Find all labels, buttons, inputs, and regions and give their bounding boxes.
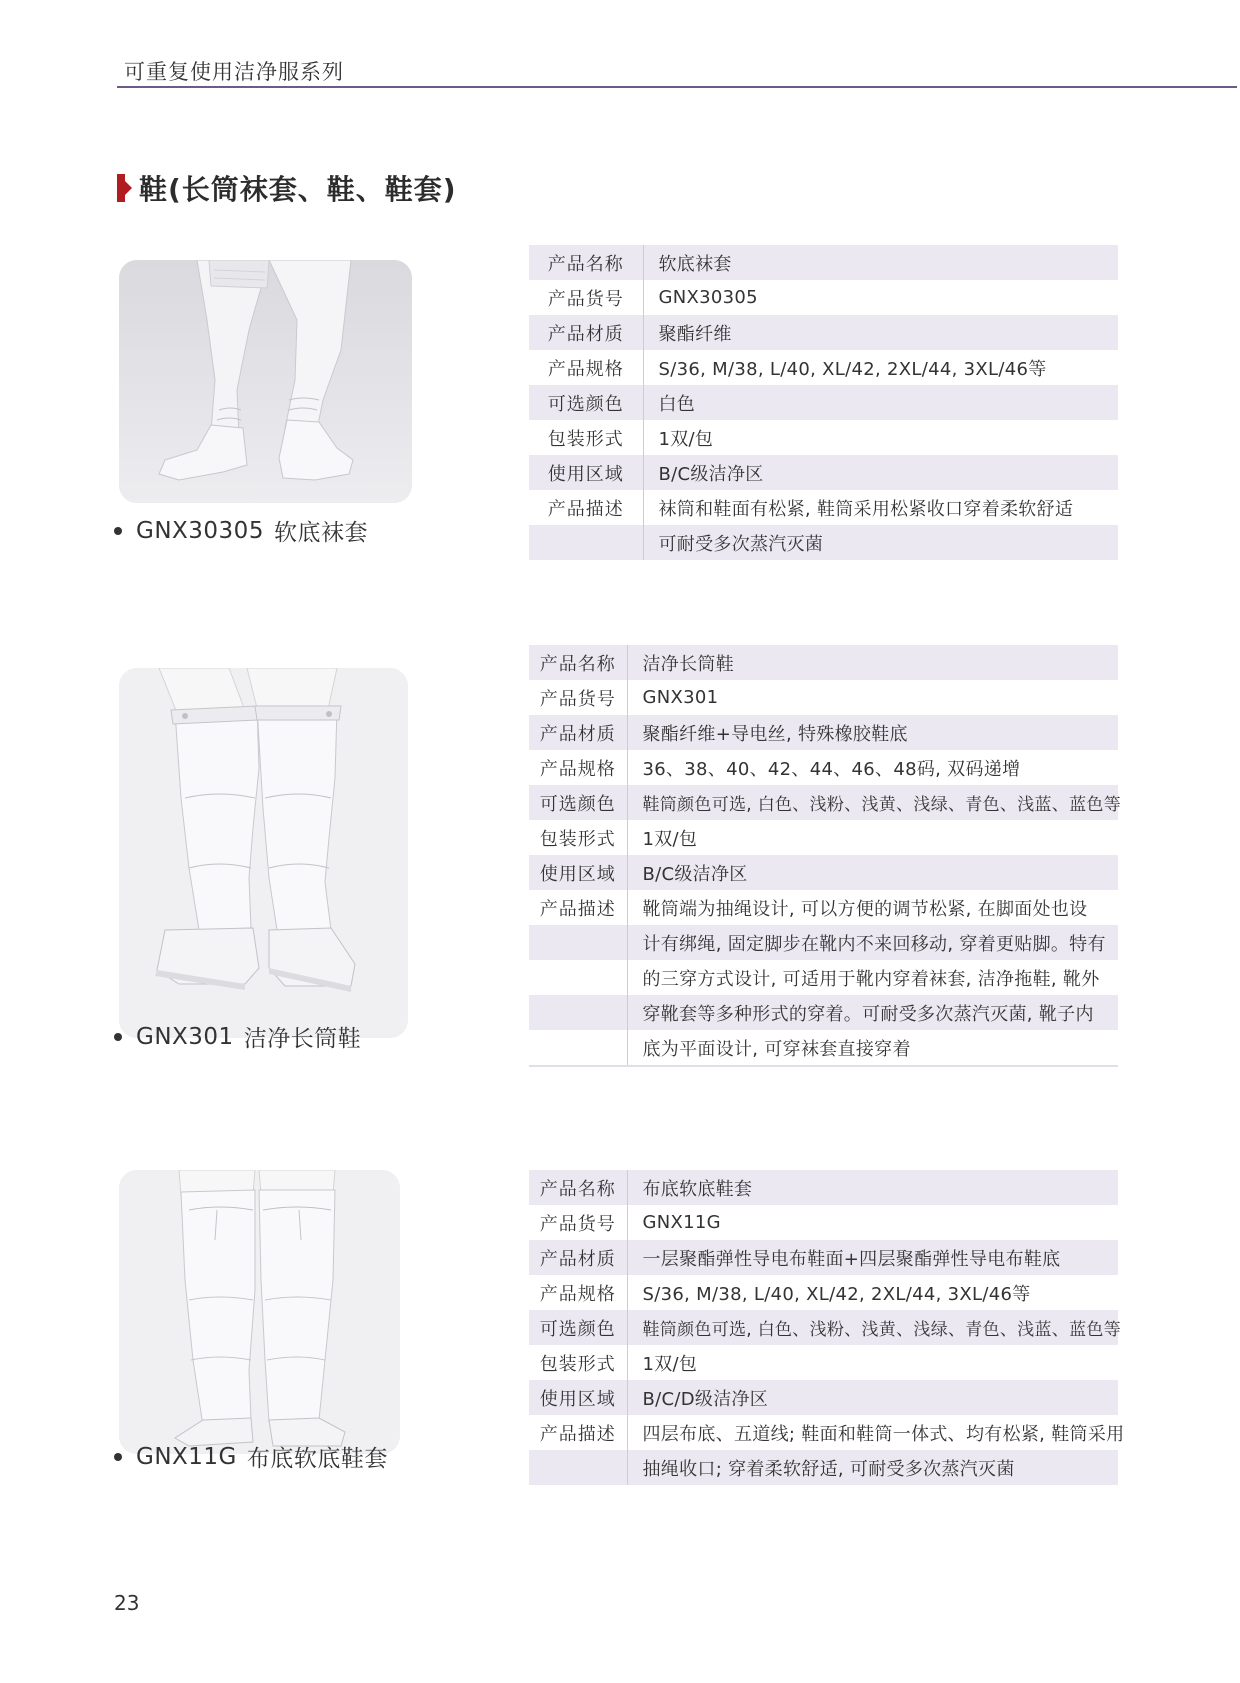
running-header-title: 可重复使用洁净服系列 [124, 60, 344, 84]
spec-value: 穿靴套等多种形式的穿着。可耐受多次蒸汽灭菌, 靴子内 [627, 995, 1118, 1030]
product-photo-gnx301 [119, 668, 408, 1038]
spec-label: 产品材质 [529, 715, 627, 750]
spec-row [529, 1240, 1118, 1275]
spec-row [529, 1415, 1118, 1450]
spec-value: 软底袜套 [643, 245, 1118, 280]
spec-label: 产品描述 [529, 490, 643, 525]
spec-value: GNX30305 [658, 287, 758, 308]
spec-row [529, 420, 1118, 455]
caption-code: GNX301 [136, 1023, 234, 1050]
spec-label: 可选颜色 [529, 1310, 627, 1345]
spec-value: B/C级洁净区 [643, 455, 1118, 490]
section-heading [117, 168, 457, 208]
spec-label: 可选颜色 [529, 785, 627, 820]
spec-value: 计有绑绳, 固定脚步在靴内不来回移动, 穿着更贴脚。特有 [627, 925, 1118, 960]
spec-value: S/36, M/38, L/40, XL/42, 2XL/44, 3XL/46等 [642, 1283, 1031, 1305]
spec-row [529, 1030, 1118, 1066]
spec-value: 抽绳收口; 穿着柔软舒适, 可耐受多次蒸汽灭菌 [627, 1450, 1118, 1485]
spec-row [529, 525, 1118, 560]
spec-label: 产品名称 [529, 645, 627, 680]
spec-label: 包装形式 [529, 420, 643, 455]
cleanroom-boot-illustration [119, 668, 408, 1038]
spec-value: 36、38、40、42、44、46、48码, 双码递增 [642, 758, 1021, 780]
spec-label [529, 925, 627, 960]
spec-row [529, 315, 1118, 350]
spec-label: 产品材质 [529, 315, 643, 350]
header-divider [117, 86, 1237, 88]
spec-value: 鞋筒颜色可选, 白色、浅粉、浅黄、浅绿、青色、浅蓝、蓝色等 [627, 1310, 1118, 1345]
spec-row [529, 890, 1118, 925]
spec-label: 产品描述 [529, 890, 627, 925]
spec-label [529, 995, 627, 1030]
shoe-cover-illustration [119, 1170, 400, 1454]
spec-row [529, 455, 1118, 490]
bullet-dot-icon [114, 1033, 122, 1041]
spec-label: 包装形式 [529, 1345, 627, 1380]
spec-row [529, 925, 1118, 960]
spec-value: GNX11G [642, 1212, 721, 1233]
spec-label: 产品规格 [529, 1275, 627, 1310]
spec-row [529, 280, 1118, 315]
spec-label: 产品名称 [529, 1170, 627, 1205]
product-photo-gnx30305 [119, 260, 412, 503]
spec-value: 1双/包 [642, 828, 698, 850]
spec-row [529, 680, 1118, 715]
product-caption-gnx301 [114, 1020, 361, 1053]
spec-row [529, 350, 1118, 385]
bullet-dot-icon [114, 1453, 122, 1461]
sock-cover-illustration [119, 260, 412, 503]
spec-row [529, 855, 1118, 890]
spec-label: 产品规格 [529, 750, 627, 785]
spec-row [529, 750, 1118, 785]
spec-row [529, 715, 1118, 750]
spec-label [529, 1030, 627, 1066]
spec-row [529, 785, 1118, 820]
spec-value: 1双/包 [642, 1353, 698, 1375]
spec-row [529, 1450, 1118, 1485]
caption-code: GNX11G [136, 1443, 237, 1470]
bullet-dot-icon [114, 527, 122, 535]
caption-code: GNX30305 [136, 517, 264, 544]
spec-value: 聚酯纤维+导电丝, 特殊橡胶鞋底 [627, 715, 1118, 750]
spec-row [529, 385, 1118, 420]
spec-value: B/C/D级洁净区 [627, 1380, 1118, 1415]
product-caption-gnx30305 [114, 514, 368, 547]
spec-row [529, 1380, 1118, 1415]
spec-value: 的三穿方式设计, 可适用于靴内穿着袜套, 洁净拖鞋, 靴外 [642, 968, 1100, 990]
spec-label: 产品材质 [529, 1240, 627, 1275]
spec-row [529, 490, 1118, 525]
product-photo-gnx11g [119, 1170, 400, 1454]
spec-row [529, 645, 1118, 680]
spec-row [529, 1310, 1118, 1345]
spec-label: 产品货号 [529, 680, 627, 715]
spec-value: 四层布底、五道线; 鞋面和鞋筒一体式、均有松紧, 鞋筒采用 [642, 1423, 1125, 1445]
product-caption-gnx11g [114, 1440, 388, 1473]
spec-table-gnx30305 [529, 245, 1118, 560]
spec-label: 使用区域 [529, 455, 643, 490]
spec-value: 袜筒和鞋面有松紧, 鞋筒采用松紧收口穿着柔软舒适 [658, 498, 1074, 520]
spec-row [529, 820, 1118, 855]
spec-row [529, 1275, 1118, 1310]
spec-value: 聚酯纤维 [643, 315, 1118, 350]
spec-row [529, 1170, 1118, 1205]
spec-label: 使用区域 [529, 1380, 627, 1415]
spec-label: 使用区域 [529, 855, 627, 890]
spec-label [529, 1450, 627, 1485]
spec-label: 产品描述 [529, 1415, 627, 1450]
spec-value: 白色 [643, 385, 1118, 420]
spec-label: 可选颜色 [529, 385, 643, 420]
spec-label: 产品名称 [529, 245, 643, 280]
spec-value: 底为平面设计, 可穿袜套直接穿着 [642, 1038, 911, 1060]
spec-value: B/C级洁净区 [627, 855, 1118, 890]
spec-value: S/36, M/38, L/40, XL/42, 2XL/44, 3XL/46等 [658, 358, 1047, 380]
spec-label: 产品规格 [529, 350, 643, 385]
section-marker-icon [117, 173, 133, 203]
spec-value: 一层聚酯弹性导电布鞋面+四层聚酯弹性导电布鞋底 [627, 1240, 1118, 1275]
spec-row [529, 245, 1118, 280]
spec-label [529, 960, 627, 995]
spec-value: 鞋筒颜色可选, 白色、浅粉、浅黄、浅绿、青色、浅蓝、蓝色等 [627, 785, 1118, 820]
spec-label: 产品货号 [529, 1205, 627, 1240]
spec-value: 布底软底鞋套 [627, 1170, 1118, 1205]
spec-value: 可耐受多次蒸汽灭菌 [643, 525, 1118, 560]
section-title: 鞋(长筒袜套、鞋、鞋套) [139, 173, 457, 206]
spec-value: 靴筒端为抽绳设计, 可以方便的调节松紧, 在脚面处也设 [642, 898, 1088, 920]
spec-value: 洁净长筒鞋 [627, 645, 1118, 680]
page-number: 23 [114, 1591, 140, 1615]
spec-row [529, 1205, 1118, 1240]
spec-value: GNX301 [642, 687, 719, 708]
spec-label [529, 525, 643, 560]
caption-name: 软底袜套 [273, 520, 368, 546]
spec-value: 1双/包 [658, 428, 714, 450]
caption-name: 布底软底鞋套 [246, 1446, 388, 1472]
spec-row [529, 995, 1118, 1030]
spec-row [529, 1345, 1118, 1380]
spec-table-gnx11g [529, 1170, 1125, 1485]
spec-label: 产品货号 [529, 280, 643, 315]
spec-label: 包装形式 [529, 820, 627, 855]
spec-row [529, 960, 1118, 995]
caption-name: 洁净长筒鞋 [243, 1026, 362, 1052]
spec-table-gnx301 [529, 645, 1122, 1067]
